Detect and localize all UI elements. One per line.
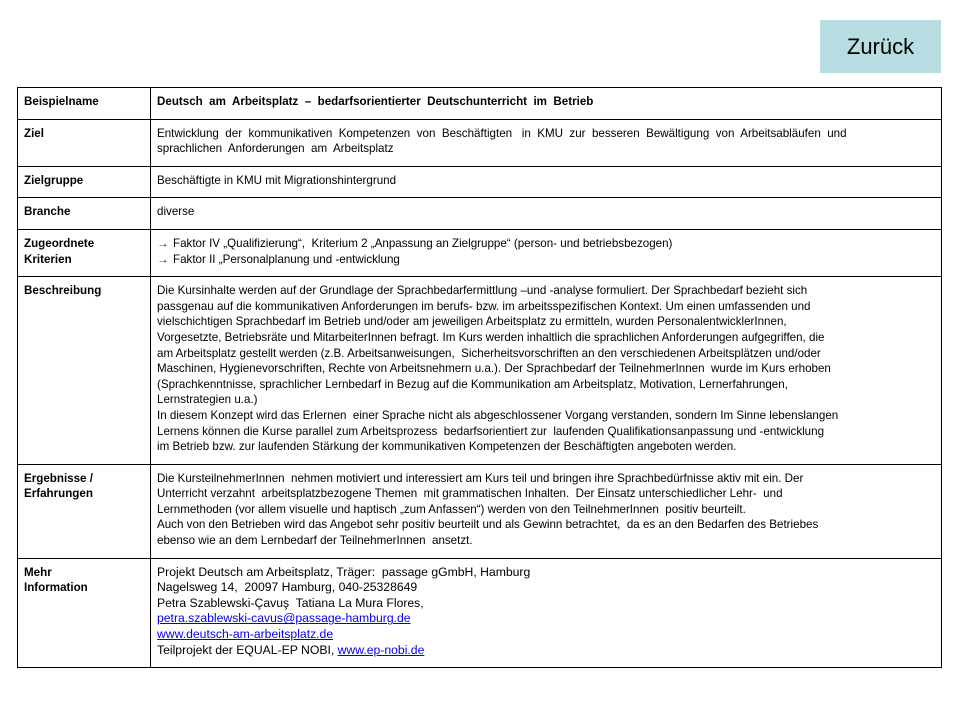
beschreibung-line: Die Kursinhalte werden auf der Grundlage der Sprachbedarfermittlung –und -analyse formuliert. Der Sprachbedarf bezieht sich (157, 284, 808, 298)
table-row-kriterien (18, 229, 942, 276)
teilprojekt-line (157, 643, 935, 659)
beschreibung-line: Lernstrategien u.a.) (157, 393, 258, 407)
value-branche: diverse (151, 198, 942, 230)
label-kriterien (18, 229, 151, 276)
ergebnisse-line: Lernmethoden (vor allem visuelle und haptisch „zum Anfassen“) werden von den TeilnehmerInnen positiv beurteilt. (157, 502, 746, 516)
table-row-mehr-information (18, 558, 942, 668)
beschreibung-line: im Betrieb bzw. zur laufenden Stärkung der kommunikativen Kompetenzen der Beschäftigten angeboten werden. (157, 440, 737, 454)
ep-nobi-link[interactable]: www.ep-nobi.de (337, 642, 425, 657)
label-ziel: Ziel (18, 119, 151, 166)
back-button[interactable]: Zurück (820, 20, 941, 73)
info-table (17, 87, 942, 668)
mehr-line: Petra Szablewski-Çavuş Tatiana La Mura Flores, (157, 595, 424, 610)
arrow-right-icon: → (157, 236, 169, 250)
ergebnisse-line: Unterricht verzahnt arbeitsplatzbezogene Themen mit grammatischen Inhalten. Der Einsatz unterschiedlicher Lehr- und (157, 487, 783, 501)
table-row-beschreibung (18, 277, 942, 465)
table-row-beispielname (18, 88, 942, 120)
label-beispielname: Beispielname (18, 88, 151, 120)
value-ziel (151, 119, 942, 166)
ergebnisse-line: Die KursteilnehmerInnen nehmen motiviert und interessiert am Kurs teil und bringen ihre Sprachbedürfnisse aktiv mit ein. Der (157, 471, 804, 485)
beschreibung-line: In diesem Konzept wird das Erlernen einer Sprache nicht als abgeschlossener Vorgang verstanden, sondern Im Sinne lebenslangen (157, 408, 839, 422)
mehr-line: Projekt Deutsch am Arbeitsplatz, Träger: passage gGmbH, Hamburg (157, 564, 531, 579)
beschreibung-line: Maschinen, Hygienevorschriften, Rechte von Arbeitsnehmern u.a.). Der Sprachbedarf der TeilnehmerInnen wurde im Kurs erhoben (157, 362, 831, 376)
beschreibung-line: Lernens können die Kurse parallel zum Arbeitsprozess bedarfsorientiert zur laufenden Qualifikationsanpassung und -entwicklung (157, 424, 825, 438)
label-mehr-information (18, 558, 151, 668)
kriterien-label-line: Zugeordnete (24, 236, 95, 250)
ergebnisse-line: ebenso wie an dem Lernbedarf der TeilnehmerInnen ansetzt. (157, 534, 473, 548)
ergebnisse-label-line: Erfahrungen (24, 487, 93, 501)
beschreibung-line: Vorgesetzte, Betriebsräte und MitarbeiterInnen befragt. Im Kurs werden inhaltlich die sprachlichen Anforderungen aufgegriffen, die (157, 330, 825, 344)
table-row-ergebnisse (18, 464, 942, 558)
table-row-ziel (18, 119, 942, 166)
mehr-label-line: Information (24, 581, 88, 595)
ziel-line: Entwicklung der kommunikativen Kompetenzen von Beschäftigten in KMU zur besseren Bewältigung von Arbeitsabläufen und (157, 126, 847, 140)
beschreibung-line: passgenau auf die kommunikativen Anforderungen im berufs- bzw. im arbeitsspezifischen Kontext. Um einen umfassenden und (157, 299, 811, 313)
beschreibung-line: (Sprachkenntnisse, sprachlicher Lernbedarf in Bezug auf die Kommunikation am Arbeitsplatz, Motivation, Lernerfahrungen, (157, 377, 788, 391)
website-link[interactable]: www.deutsch-am-arbeitsplatz.de (157, 627, 334, 642)
kriterien-item (157, 236, 935, 252)
label-ergebnisse (18, 464, 151, 558)
table-row-zielgruppe (18, 166, 942, 198)
value-beispielname: Deutsch am Arbeitsplatz – bedarfsorientierter Deutschunterricht im Betrieb (151, 88, 942, 120)
kriterien-item-text: Faktor II „Personalplanung und -entwicklung (173, 252, 400, 266)
label-branche: Branche (18, 198, 151, 230)
teilprojekt-text: Teilprojekt der EQUAL-EP NOBI, (157, 642, 338, 657)
beschreibung-line: vielschichtigen Sprachbedarf im Betrieb und/oder am jeweiligen Arbeitsplatz zu ermitteln, wurden PersonalentwicklerInnen, (157, 315, 787, 329)
value-mehr-information (151, 558, 942, 668)
kriterien-item-text: Faktor IV „Qualifizierung“, Kriterium 2 „Anpassung an Zielgruppe“ (person- und betriebsbezogen) (173, 236, 673, 250)
label-beschreibung: Beschreibung (18, 277, 151, 465)
table-row-branche (18, 198, 942, 230)
ziel-line: sprachlichen Anforderungen am Arbeitsplatz (157, 142, 394, 156)
arrow-right-icon: → (157, 252, 169, 266)
mehr-line: Nagelsweg 14, 20097 Hamburg, 040-25328649 (157, 580, 418, 595)
label-zielgruppe: Zielgruppe (18, 166, 151, 198)
beschreibung-line: am Arbeitsplatz gestellt werden (z.B. Arbeitsanweisungen, Sicherheitsvorschriften an den verschiedenen Arbeitsplätzen und/oder (157, 346, 821, 360)
ergebnisse-line: Auch von den Betrieben wird das Angebot sehr positiv beurteilt und als Gewinn betrachtet, da es an den Bedarfen des Betriebes (157, 518, 819, 532)
value-zielgruppe: Beschäftigte in KMU mit Migrationshintergrund (151, 166, 942, 198)
kriterien-label-line: Kriterien (24, 252, 72, 266)
kriterien-item (157, 252, 935, 268)
value-beschreibung (151, 277, 942, 465)
ergebnisse-label-line: Ergebnisse / (24, 471, 93, 485)
mehr-label-line: Mehr (24, 565, 52, 579)
value-ergebnisse (151, 464, 942, 558)
email-link[interactable]: petra.szablewski-cavus@passage-hamburg.de (157, 611, 411, 626)
value-kriterien (151, 229, 942, 276)
